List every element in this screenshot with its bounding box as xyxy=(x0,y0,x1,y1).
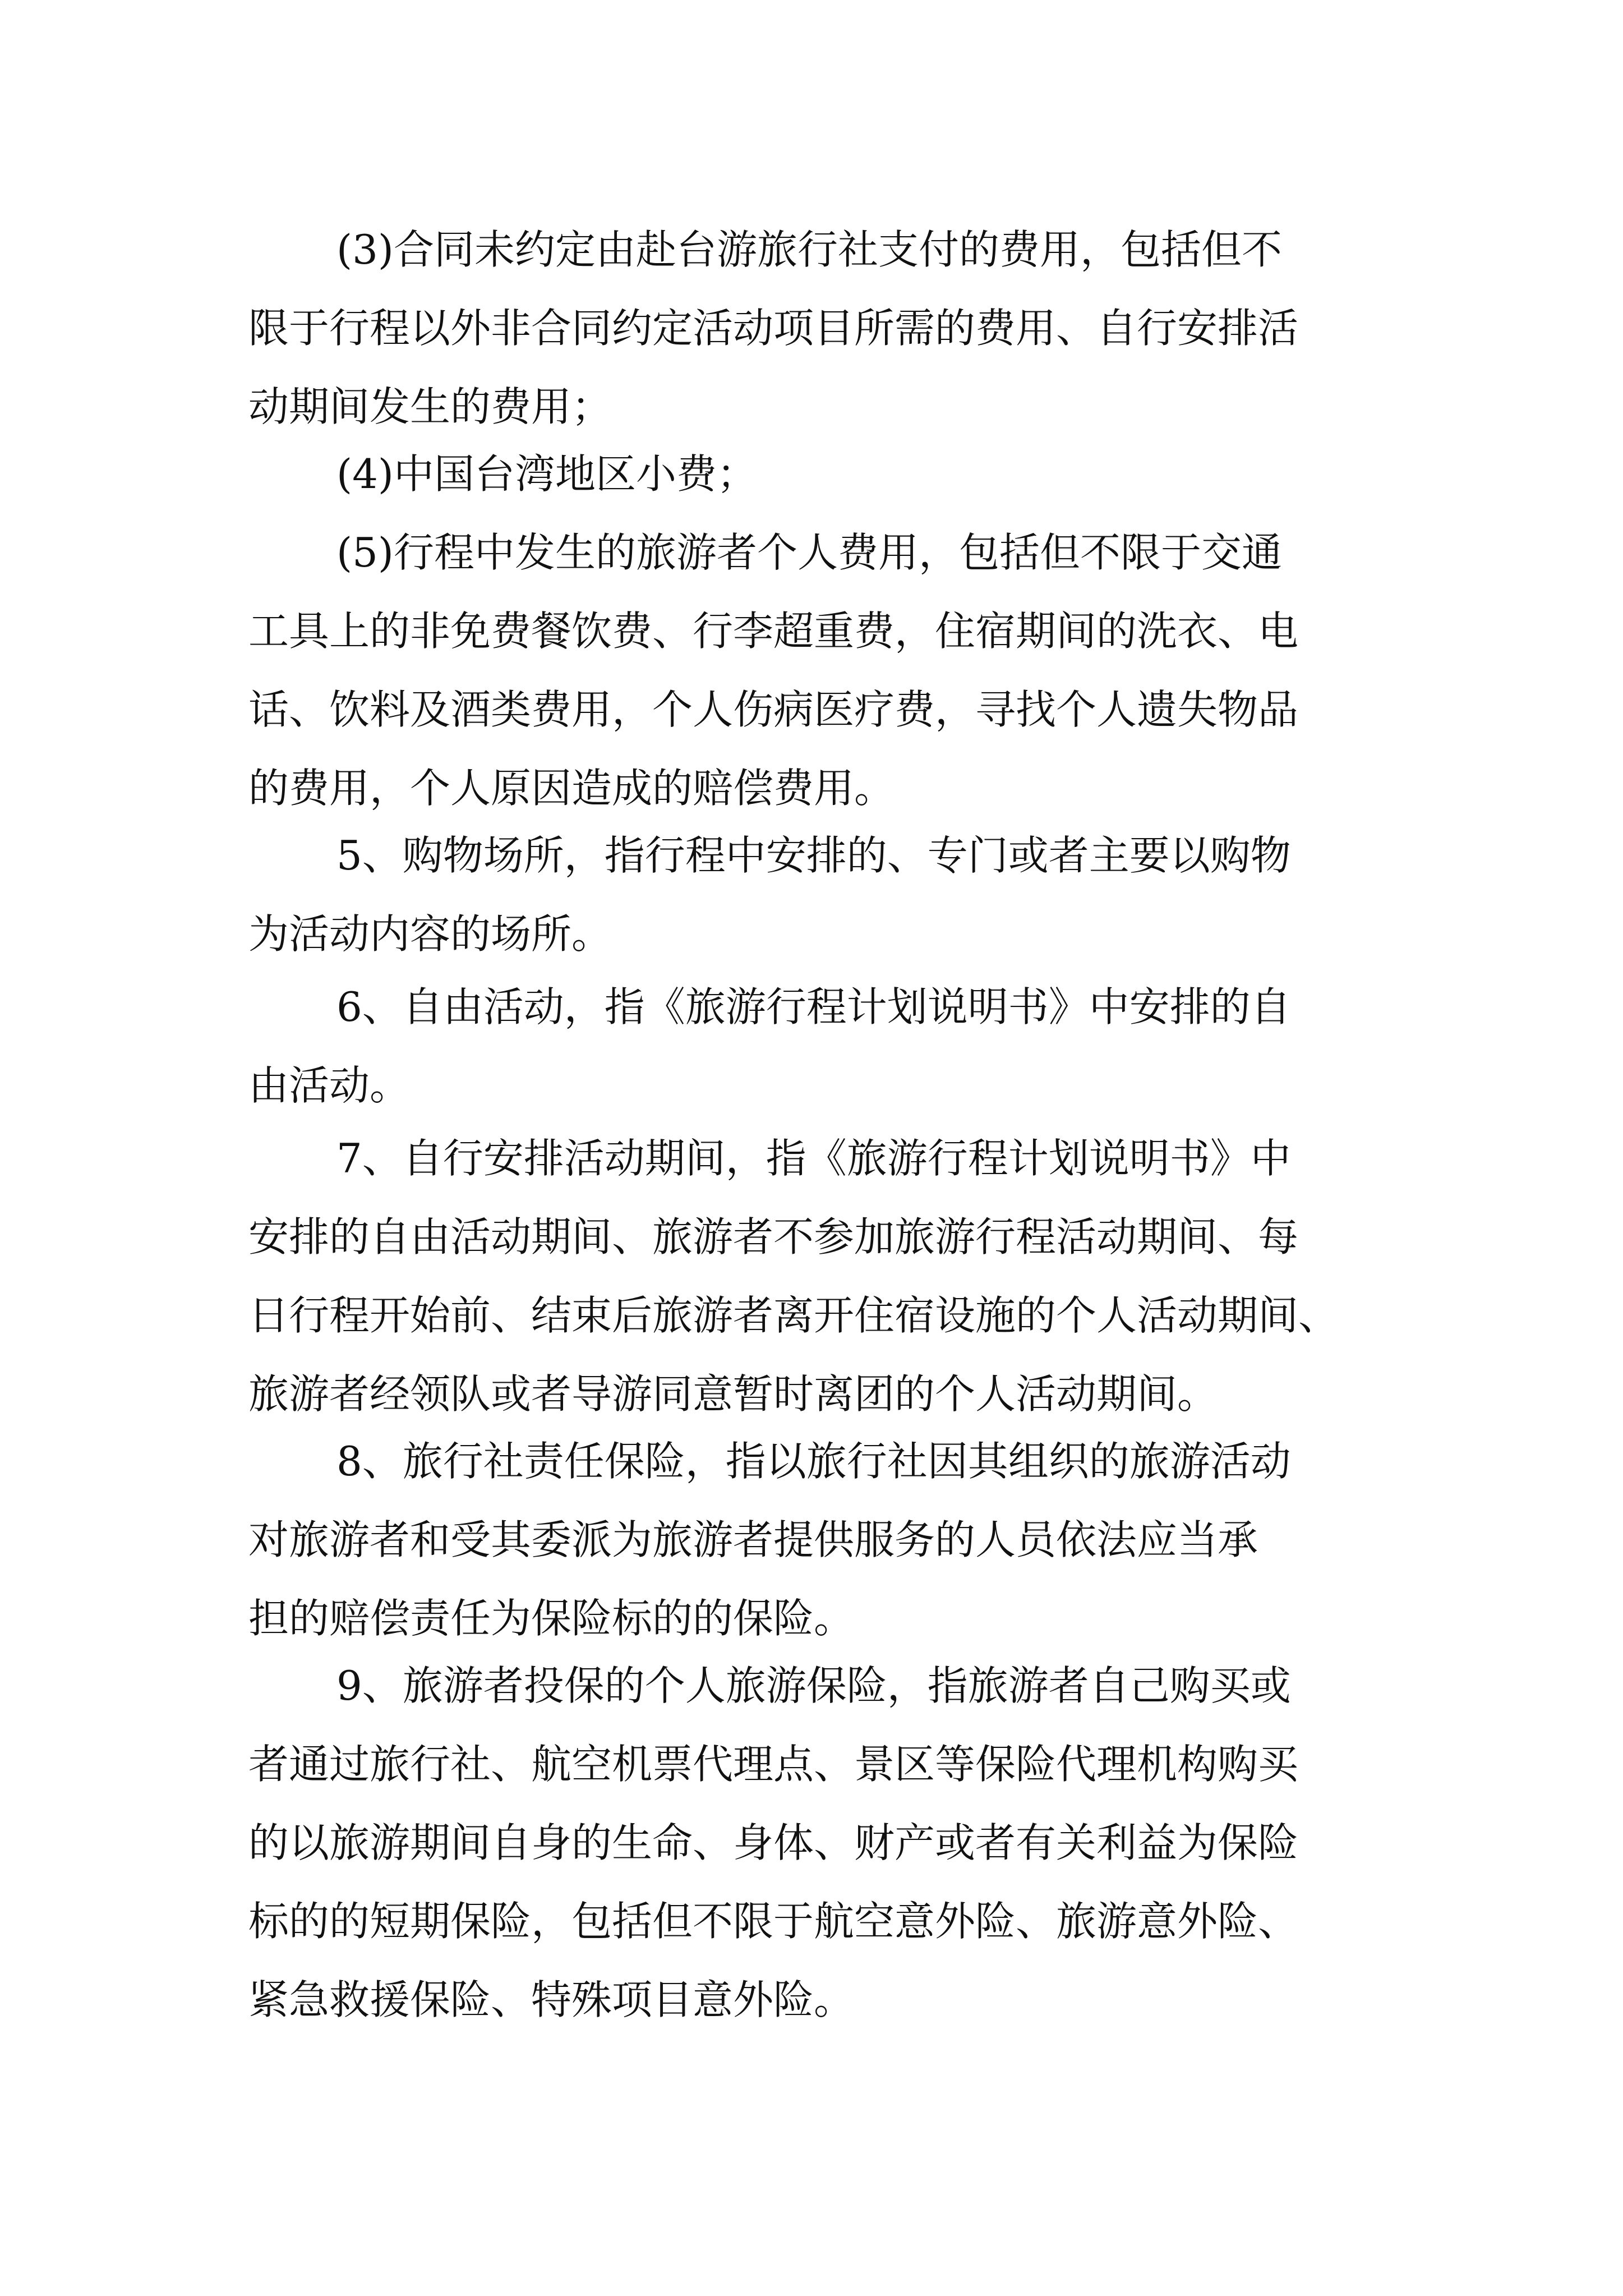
text-line: 紧急救援保险、特殊项目意外险。 xyxy=(248,1976,855,2023)
text-line: 安排的自由活动期间、旅游者不参加旅游行程活动期间、每 xyxy=(248,1213,1299,1260)
text-line: (4)中国台湾地区小费； xyxy=(336,450,757,498)
text-line: 9、旅游者投保的个人旅游保险，指旅游者自己购买或 xyxy=(336,1662,1291,1709)
text-line: 为活动内容的场所。 xyxy=(248,910,612,958)
text-line: 担的赔偿责任为保险标的的保险。 xyxy=(248,1595,855,1642)
text-line: 7、自行安排活动期间，指《旅游行程计划说明书》中 xyxy=(336,1135,1291,1182)
text-line: (3)合同未约定由赴台游旅行社支付的费用，包括但不 xyxy=(336,226,1282,273)
text-line: 者通过旅行社、航空机票代理点、景区等保险代理机构购买 xyxy=(248,1741,1299,1788)
text-line: 6、自由活动，指《旅游行程计划说明书》中安排的自 xyxy=(336,983,1291,1030)
text-line: (5)行程中发生的旅游者个人费用，包括但不限于交通 xyxy=(336,529,1282,576)
text-line: 工具上的非免费餐饮费、行李超重费，住宿期间的洗衣、电 xyxy=(248,608,1299,655)
text-line: 话、饮料及酒类费用，个人伤病医疗费，寻找个人遗失物品 xyxy=(248,686,1299,733)
text-line: 对旅游者和受其委派为旅游者提供服务的人员依法应当承 xyxy=(248,1516,1258,1563)
text-line: 的费用，个人原因造成的赔偿费用。 xyxy=(248,765,895,812)
text-line: 日行程开始前、结束后旅游者离开住宿设施的个人活动期间、 xyxy=(248,1292,1339,1339)
text-line: 5、购物场所，指行程中安排的、专门或者主要以购物 xyxy=(336,832,1291,879)
text-line: 的以旅游期间自身的生命、身体、财产或者有关利益为保险 xyxy=(248,1819,1299,1866)
text-line: 旅游者经领队或者导游同意暂时离团的个人活动期间。 xyxy=(248,1370,1218,1418)
text-line: 8、旅行社责任保险，指以旅行社因其组织的旅游活动 xyxy=(336,1438,1291,1485)
text-line: 限于行程以外非合同约定活动项目所需的费用、自行安排活 xyxy=(248,305,1299,352)
text-line: 标的的短期保险，包括但不限于航空意外险、旅游意外险、 xyxy=(248,1898,1299,1945)
text-line: 由活动。 xyxy=(248,1062,411,1109)
text-line: 动期间发生的费用； xyxy=(248,383,612,430)
